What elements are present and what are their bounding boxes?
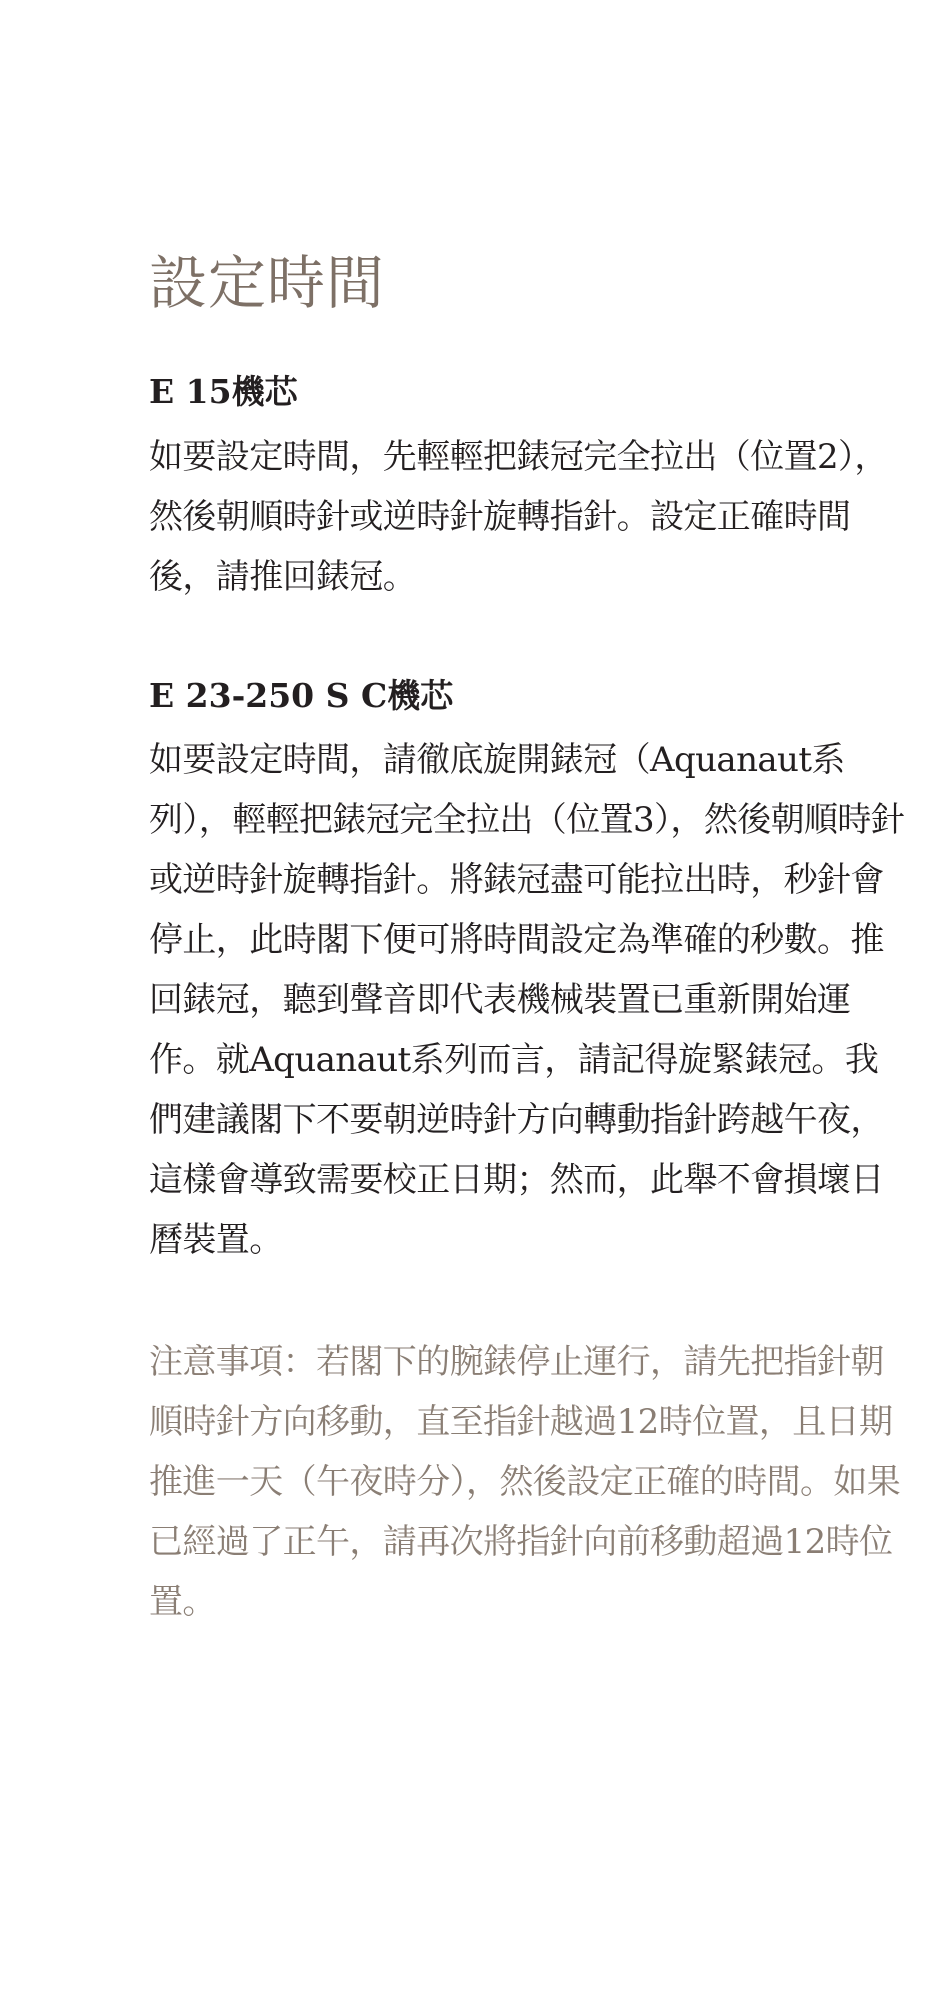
- section-heading-e23: E 23-250 S C機芯: [149, 676, 454, 715]
- section-heading-e15: E 15機芯: [149, 372, 298, 411]
- page-title: 設定時間: [149, 249, 386, 317]
- note-paragraph: 注意事項：若閣下的腕錶停止運行，請先把指針朝順時針方向移動，直至指針越過12時位置，且日期推進一天（午夜時分），然後設定正確的時間。如果已經過了正午，請再次將指針向前移動超過12時位置。: [149, 1342, 901, 1622]
- section-body-e15: 如要設定時間，先輕輕把錶冠完全拉出（位置2），然後朝順時針或逆時針旋轉指針。設定正確時間後，請推回錶冠。: [149, 437, 888, 597]
- section-body-e23: 如要設定時間，請徹底旋開錶冠（Aquanaut系列），輕輕把錶冠完全拉出（位置3），然後朝順時針或逆時針旋轉指針。將錶冠盡可能拉出時，秒針會停止，此時閣下便可將時間設定為準確的秒數。推回錶冠，聽到聲音即代表機械裝置已重新開始運作。就Aquanaut系列而言，請記得旋緊錶冠。我們建議閣下不要朝逆時針方向轉動指針跨越午夜，這樣會導致需要校正日期；然而，此舉不會損壞日曆裝置。: [149, 740, 905, 1260]
